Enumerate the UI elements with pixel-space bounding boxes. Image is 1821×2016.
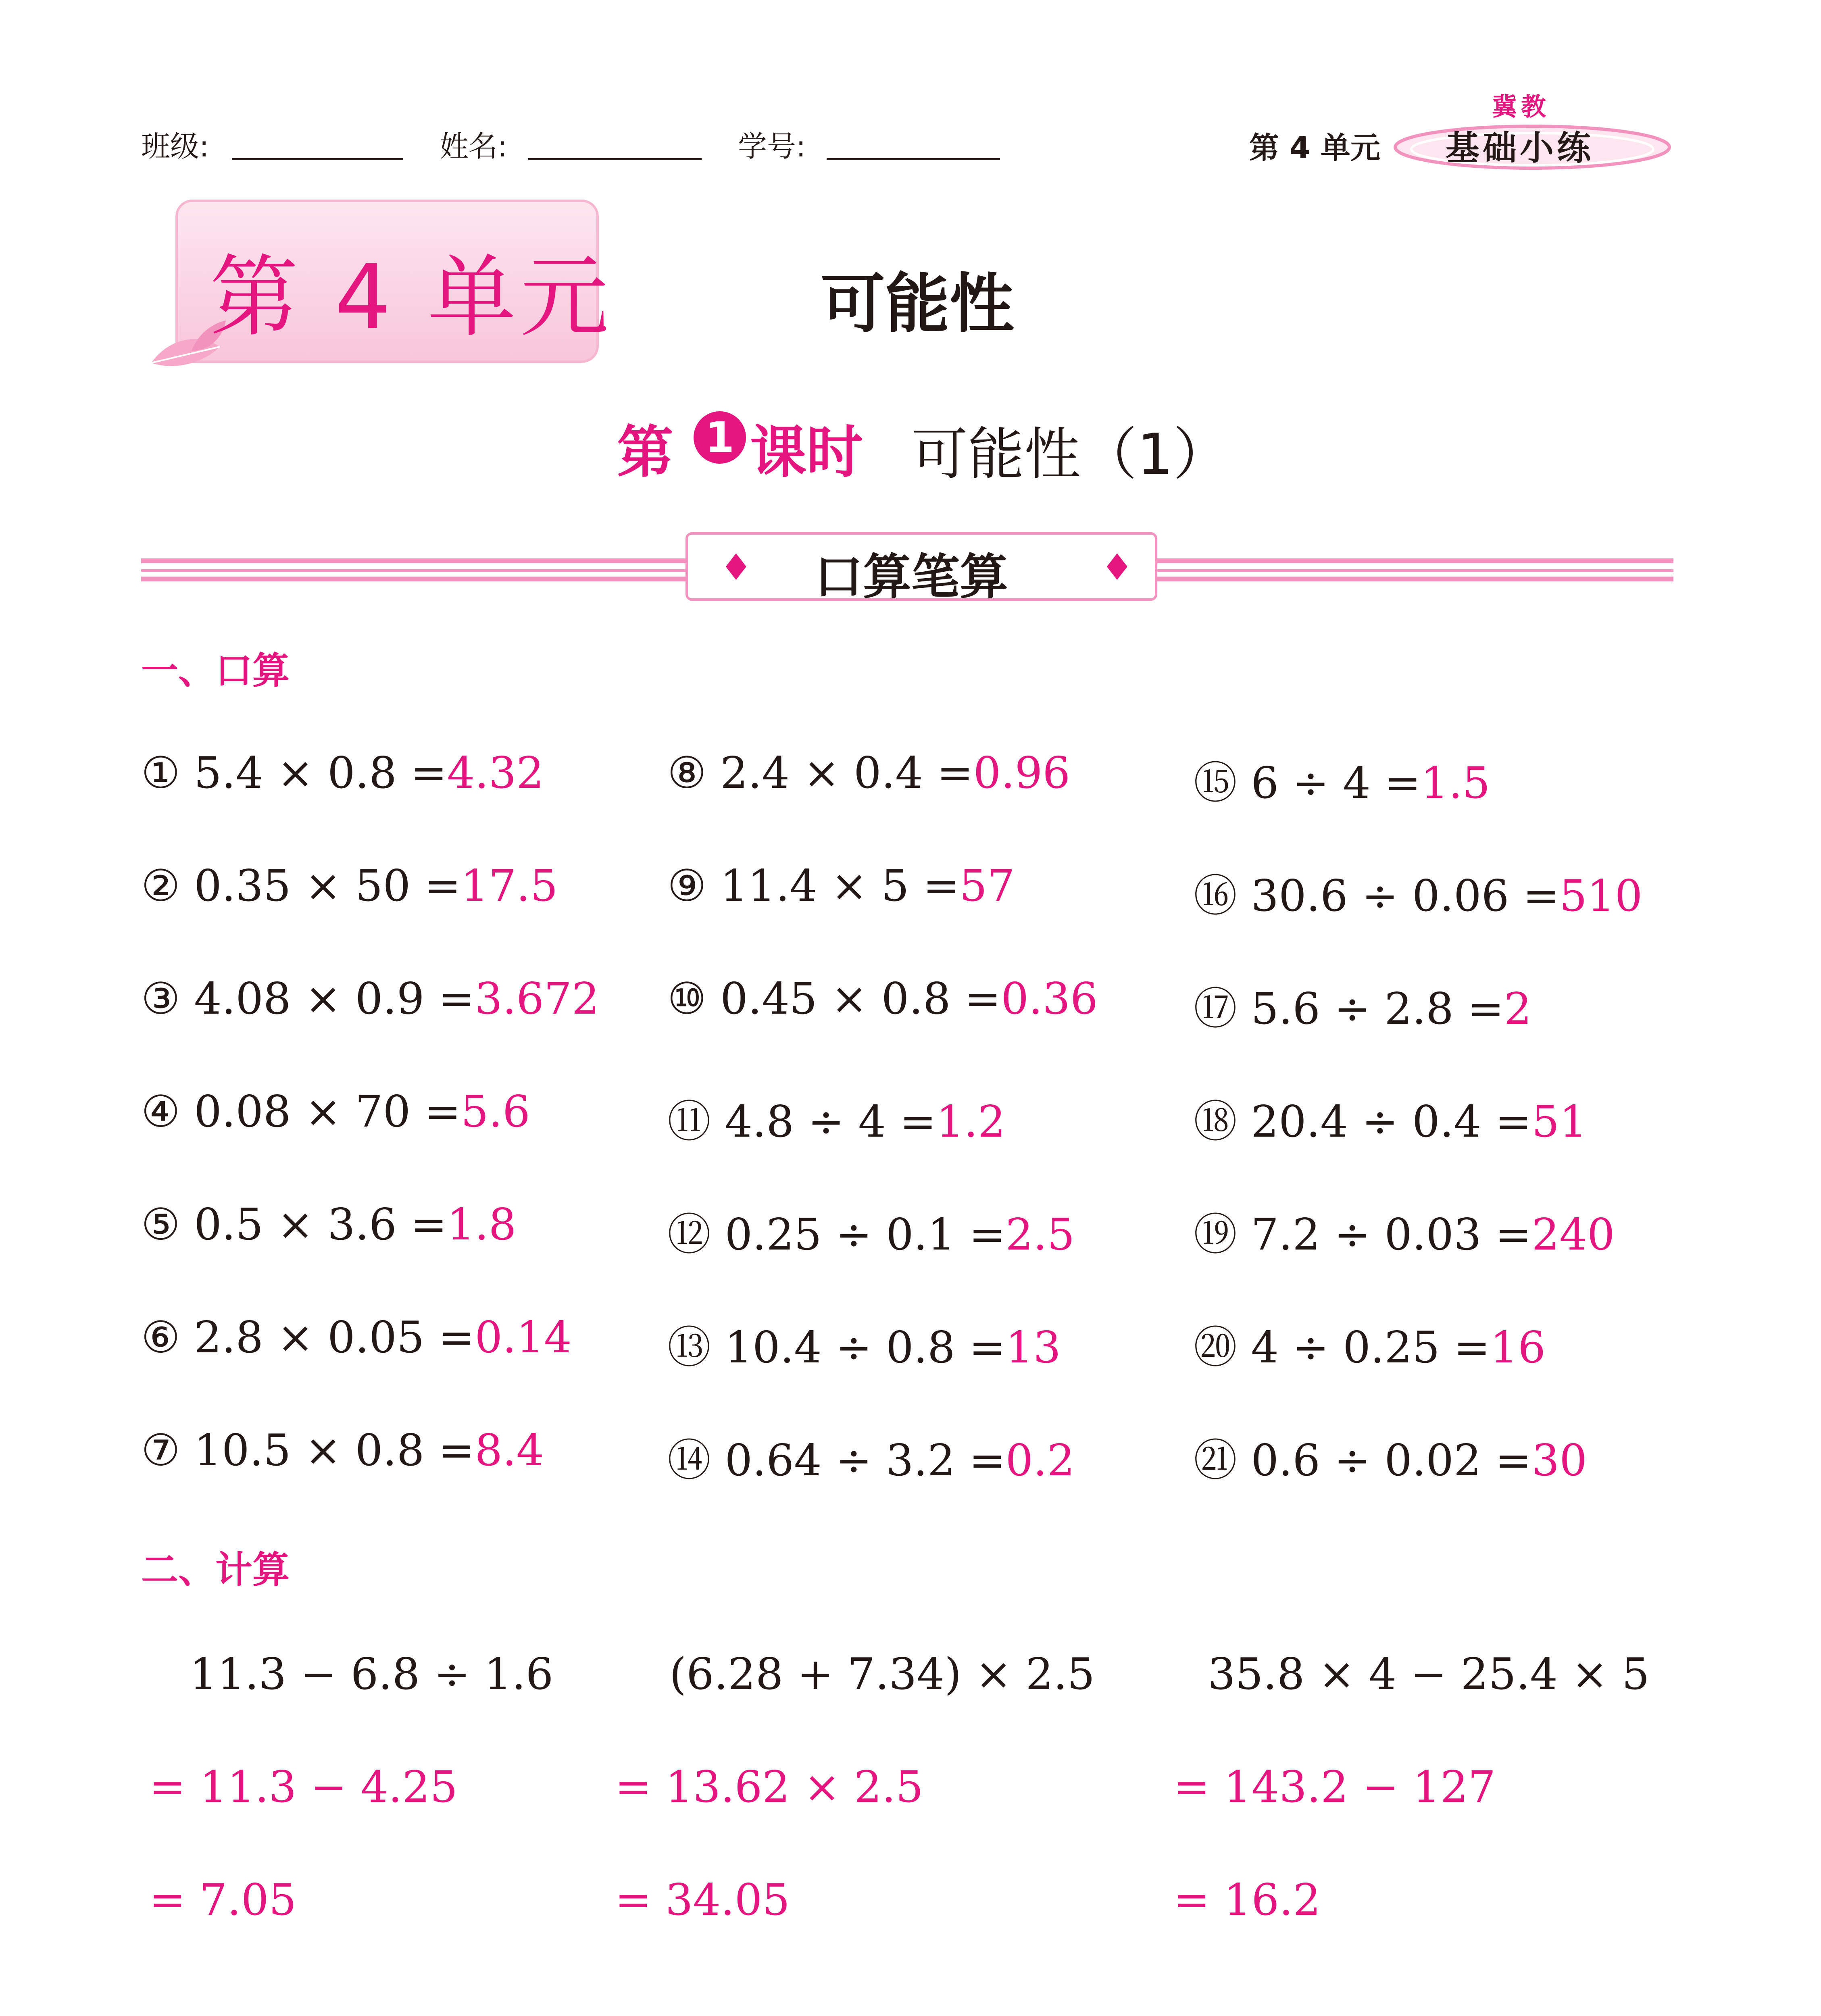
answer: 30 xyxy=(1531,1435,1587,1486)
calc-problem-2-step-1: = 13.62 × 2.5 xyxy=(615,1762,923,1812)
question: ⑰ 5.6 ÷ 2.8 = xyxy=(1194,984,1504,1034)
problem-9 xyxy=(667,861,1015,911)
question: ① 5.4 × 0.8 = xyxy=(141,748,447,798)
answer: 1.5 xyxy=(1421,758,1490,808)
section-title: 口算笔算 xyxy=(815,549,1008,605)
problem-3 xyxy=(141,974,600,1024)
calc-problem-3-step-1: = 143.2 − 127 xyxy=(1173,1762,1496,1812)
problem-16 xyxy=(1194,861,1642,923)
series-name: 基础小练 xyxy=(1446,128,1594,168)
answer: 0.96 xyxy=(973,748,1071,798)
answer: 510 xyxy=(1559,871,1643,921)
student-number-label: 学号: xyxy=(738,129,806,163)
question: ㉑ 0.6 ÷ 0.02 = xyxy=(1194,1435,1532,1486)
calc-problem-1-step-2: = 7.05 xyxy=(149,1875,297,1925)
problem-17 xyxy=(1194,974,1532,1036)
problem-11 xyxy=(667,1087,1006,1149)
unit-banner-text: 第 4 单元 xyxy=(210,246,613,349)
answer: 4.32 xyxy=(447,748,544,798)
calc-problem-2-expression: (6.28 + 7.34) × 2.5 xyxy=(669,1649,1095,1699)
question: ⑪ 4.8 ÷ 4 = xyxy=(667,1097,936,1147)
question: ③ 4.08 × 0.9 = xyxy=(141,974,475,1024)
calc-problem-1-step-1: = 11.3 − 4.25 xyxy=(149,1762,458,1812)
question: ⑫ 0.25 ÷ 0.1 = xyxy=(667,1210,1006,1260)
answer: 0.14 xyxy=(475,1312,572,1363)
publisher-label: 冀教 xyxy=(1492,92,1550,121)
question: ② 0.35 × 50 = xyxy=(141,861,461,911)
answer: 3.672 xyxy=(475,974,600,1024)
question: ④ 0.08 × 70 = xyxy=(141,1087,461,1137)
unit-title: 可能性 xyxy=(821,266,1015,342)
part2-heading: 二、计算 xyxy=(141,1548,290,1591)
student-number-blank[interactable] xyxy=(827,158,1000,160)
answer: 16 xyxy=(1490,1322,1546,1373)
calc-problem-1-expression: 11.3 − 6.8 ÷ 1.6 xyxy=(190,1649,554,1699)
question: ⑱ 20.4 ÷ 0.4 = xyxy=(1194,1097,1532,1147)
answer: 0.2 xyxy=(1005,1435,1075,1486)
question: ⑦ 10.5 × 0.8 = xyxy=(141,1425,475,1476)
problem-8 xyxy=(667,748,1070,798)
name-label: 姓名: xyxy=(440,129,508,163)
answer: 5.6 xyxy=(461,1087,530,1137)
lesson-prefix: 第 xyxy=(617,420,674,485)
diamond-left-icon: ♦ xyxy=(720,546,752,589)
answer: 17.5 xyxy=(461,861,558,911)
problem-12 xyxy=(667,1200,1075,1262)
problem-5 xyxy=(141,1200,516,1250)
question: ⑩ 0.45 × 0.8 = xyxy=(667,974,1001,1024)
problem-20 xyxy=(1194,1312,1546,1375)
problem-15 xyxy=(1194,748,1490,810)
problem-1 xyxy=(141,748,544,798)
question: ⑳ 4 ÷ 0.25 = xyxy=(1194,1322,1490,1373)
question: ⑭ 0.64 ÷ 3.2 = xyxy=(667,1435,1006,1486)
problem-21 xyxy=(1194,1425,1587,1488)
question: ⑬ 10.4 ÷ 0.8 = xyxy=(667,1322,1006,1373)
answer: 240 xyxy=(1531,1210,1615,1260)
problem-19 xyxy=(1194,1200,1615,1262)
answer: 0.36 xyxy=(1001,974,1098,1024)
answer: 8.4 xyxy=(475,1425,544,1476)
answer: 1.8 xyxy=(447,1200,517,1250)
answer: 2 xyxy=(1504,984,1532,1034)
answer: 57 xyxy=(959,861,1015,911)
answer: 1.2 xyxy=(936,1097,1006,1147)
question: ⑥ 2.8 × 0.05 = xyxy=(141,1312,475,1363)
question: ⑤ 0.5 × 3.6 = xyxy=(141,1200,447,1250)
class-blank[interactable] xyxy=(232,158,403,160)
header-unit-tag: 第 4 单元 xyxy=(1249,131,1381,165)
question: ⑮ 6 ÷ 4 = xyxy=(1194,758,1421,808)
problem-2 xyxy=(141,861,558,911)
problem-7 xyxy=(141,1425,544,1476)
problem-6 xyxy=(141,1312,572,1363)
calc-problem-2-step-2: = 34.05 xyxy=(615,1875,790,1925)
lesson-number-badge: 1 xyxy=(694,411,746,464)
problem-13 xyxy=(667,1312,1061,1375)
problem-18 xyxy=(1194,1087,1587,1149)
class-label: 班级: xyxy=(141,129,209,163)
problem-14 xyxy=(667,1425,1075,1488)
question: ⑲ 7.2 ÷ 0.03 = xyxy=(1194,1210,1532,1260)
question: ⑧ 2.4 × 0.4 = xyxy=(667,748,973,798)
answer: 13 xyxy=(1005,1322,1061,1373)
calc-problem-3-expression: 35.8 × 4 − 25.4 × 5 xyxy=(1208,1649,1650,1699)
diamond-right-icon: ♦ xyxy=(1101,546,1133,589)
question: ⑨ 11.4 × 5 = xyxy=(667,861,960,911)
question: ⑯ 30.6 ÷ 0.06 = xyxy=(1194,871,1560,921)
part1-heading: 一、口算 xyxy=(141,649,290,692)
lesson-suffix: 课时 xyxy=(750,420,863,485)
name-blank[interactable] xyxy=(528,158,702,160)
answer: 51 xyxy=(1531,1097,1587,1147)
answer: 2.5 xyxy=(1005,1210,1075,1260)
calc-problem-3-step-2: = 16.2 xyxy=(1173,1875,1321,1925)
problem-4 xyxy=(141,1087,530,1137)
lesson-name: 可能性（1） xyxy=(911,422,1230,487)
problem-10 xyxy=(667,974,1098,1024)
